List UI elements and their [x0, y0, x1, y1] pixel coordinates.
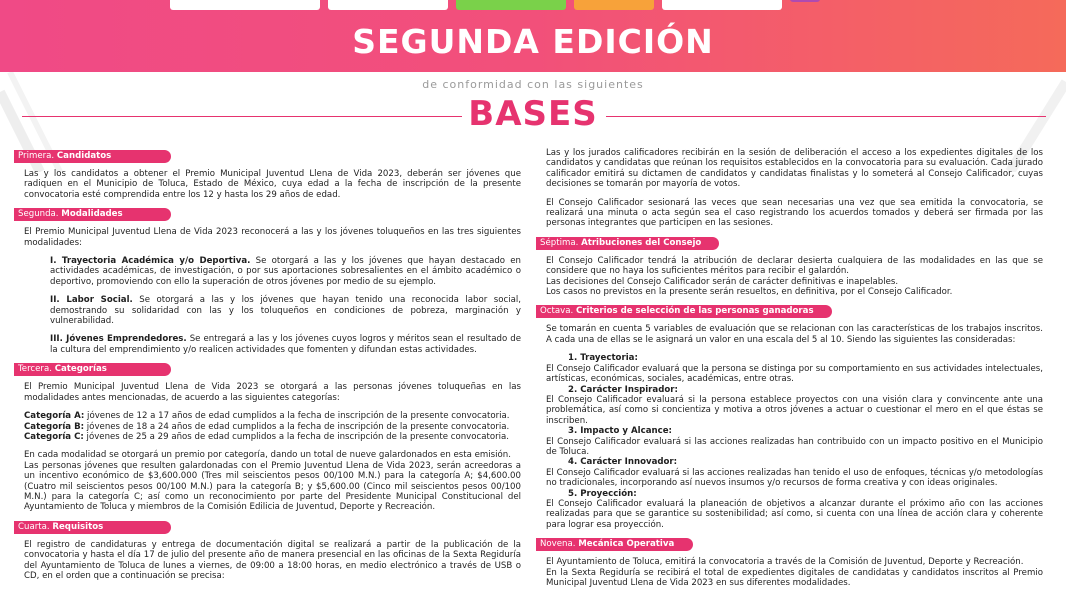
criterio-5-text: El Consejo Calificador evaluará la planeación de objetivos a alcanzar durante el próximo año con las acciones realizadas para que se garantice su sostenibilidad; así como, si cuenta con una línea de acción clara y coherente para lograr esa proyección.: [546, 498, 1043, 530]
section-header-octava: Octava. Criterios de selección de las personas ganadoras: [536, 305, 832, 318]
divider-right: [606, 116, 1046, 117]
right-column: [540, 148, 1043, 596]
jurado-text: Las y los jurados calificadores recibirán en la sesión de deliberación el acceso a los expedientes digitales de los candidatos y candidatas que reúnan los requisitos establecidos en la convocatoria para su evaluación. Cada jurado calificador emitirá su dictamen de candidatos y candidatas finalistas y lo someterá al Consejo Calificador, cuyas decisiones se tomarán por mayoría de votos.: [546, 148, 1043, 190]
modalidad-2: II. Labor Social. Se otorgará a las y los jóvenes que hayan tenido una reconocida labor social, demostrando su solidaridad con las y los toluqueños en condiciones de pobreza, marginación y vulnerabilidad.: [50, 295, 521, 327]
criterio-3-title: 3. Impacto y Alcance:: [568, 426, 672, 437]
septima-line-2: Las decisiones del Consejo Calificador serán de carácter definitivas e inapelables.: [546, 276, 899, 287]
segunda-intro: El Premio Municipal Juventud Llena de Vida 2023 reconocerá a las y los jóvenes toluqueños en las tres siguientes modalidades:: [24, 227, 521, 248]
section-header-cuarta: Cuarta. Requisitos: [14, 521, 171, 534]
categoria-c: Categoría C: jóvenes de 25 a 29 años de edad cumplidos a la fecha de inscripción de la presente convocatoria.: [24, 431, 510, 442]
section-header-primera: Primera. Candidatos: [14, 150, 171, 163]
novena-line-2: En la Sexta Regiduría se recibirá el total de expedientes digitales de candidatas y candidatos inscritos al Premio Municipal Juventud Llena de Vida 2023 en sus diferentes modalidades.: [546, 567, 1043, 588]
event-logo-strip: [170, 0, 910, 10]
primera-text: Las y los candidatos a obtener el Premio Municipal Juventud Llena de Vida 2023, deberán ser jóvenes que radiquen en el Municipio de Toluca, Estado de México, cuya edad a la fecha de inscripción de la presente convocatoria esté comprendida entre los 12 y hasta los 29 años de edad.: [24, 169, 521, 200]
criterio-1-title: 1. Trayectoria:: [568, 353, 638, 364]
tercera-incentivo: Las personas jóvenes que resulten galardonadas con el Premio Juventud Llena de Vida 2023, serán acreedoras a un incentivo económico de $3,600.000 (Tres mil seiscientos pesos 00/100 M.N.) para la categoría A; $4,600.00 (Cuatro mil seiscientos pesos 00/100 M.N.) para la categoría B; y $5,600.00 (Cinco mil seiscientos pesos 00/100 M.N.) para la categoría C; así como un reconocimiento por parte del Presidente Municipal Constitucional del Ayuntamiento de Toluca y miembros de la Comisión Edilicia de Juventud, Deporte y Recreación.: [24, 460, 521, 513]
criterio-1-text: El Consejo Calificador evaluará que la persona se distinga por su comportamiento en sus actividades intelectuales, artísticas, económicas, sociales, académicas, entre otras.: [546, 363, 1043, 385]
consejo-text: El Consejo Calificador sesionará las veces que sean necesarias una vez que sea emitida la convocatoria, se realizará una minuta o acta según sea el caso registrando los acuerdos tomados y deberá ser firmada por las personas integrantes que participen en las sesiones.: [546, 197, 1043, 229]
tercera-premio: En cada modalidad se otorgará un premio por categoría, dando un total de nueve galardonados en esta emisión.: [24, 450, 511, 461]
section-header-segunda: Segunda. Modalidades: [14, 208, 171, 221]
section-header-novena: Novena. Mecánica Operativa: [536, 538, 693, 551]
septima-line-3: Los casos no previstos en la presente serán resueltos, en definitiva, por el Consejo Calificador.: [546, 287, 953, 298]
header-banner: [0, 0, 1066, 72]
criterio-5-title: 5. Proyección:: [568, 488, 637, 499]
subtitle: de conformidad con las siguientes: [422, 78, 644, 91]
criterio-2-text: El Consejo Calificador evaluará si la persona establece proyectos con una visión clara y convincente ante una problemática, así como si concientiza y motiva a otros jóvenes a actuar o cuestionar el mero en el que éstas se inscriben.: [546, 394, 1043, 426]
categoria-b: Categoría B: jóvenes de 18 a 24 años de edad cumplidos a la fecha de inscripción de la presente convocatoria.: [24, 421, 510, 432]
categoria-a: Categoría A: jóvenes de 12 a 17 años de edad cumplidos a la fecha de inscripción de la presente convocatoria.: [24, 411, 510, 422]
bases-title: BASES: [468, 94, 598, 134]
section-header-septima: Séptima. Atribuciones del Consejo: [536, 237, 719, 250]
octava-intro: Se tomarán en cuenta 5 variables de evaluación que se relacionan con las características de los trabajos inscritos. A cada una de ellas se le asignará un valor en una escala del 5 al 10. Siendo las siguientes las consideradas:: [546, 324, 1043, 345]
modalidad-3: III. Jóvenes Emprendedores. Se entregará a las y los jóvenes cuyos logros y méritos sean el resultado de la cultura del emprendimiento y/o realicen actividades que fomenten y difundan estas actividades.: [50, 334, 522, 355]
novena-line-1: El Ayuntamiento de Toluca, emitirá la convocatoria a través de la Comisión de Juventud, Deporte y Recreación.: [546, 557, 1024, 568]
septima-line-1: El Consejo Calificador tendrá la atribución de declarar desierta cualquiera de las modalidades en las que se considere que no haya los suficientes méritos para recibir el galardón.: [546, 255, 1043, 277]
modalidad-1: I. Trayectoria Académica y/o Deportiva. Se otorgará a las y los jóvenes que hayan destacado en actividades académicas, de investigación, o por sus aportaciones sobresalientes en el ámbito académico o deportivo, promoviendo con ello la superación de otros jóvenes por medio de su ejemplo.: [50, 256, 521, 287]
criterio-2-title: 2. Carácter Inspirador:: [568, 384, 678, 395]
criterio-4-text: El Consejo Calificador evaluará si las acciones realizadas han tenido el uso de enfoques, técnicas y/o metodologías no tradicionales, incorporando así nuevos insumos y/o recursos de forma creativa y con ideas originales.: [546, 467, 1043, 489]
edition-title: SEGUNDA EDICIÓN: [352, 22, 714, 61]
criterio-3-text: El Consejo Calificador evaluará si las acciones realizadas han contribuido con un impacto positivo en el Municipio de Toluca.: [546, 436, 1043, 457]
tercera-intro: El Premio Municipal Juventud Llena de Vida 2023 se otorgará a las personas jóvenes toluqueñas en las modalidades antes mencionadas, de acuerdo a las siguientes categorías:: [24, 382, 521, 403]
section-header-tercera: Tercera. Categorías: [14, 363, 171, 376]
cuarta-text: El registro de candidaturas y entrega de documentación digital se realizará a partir de la publicación de la convocatoria y hasta el día 17 de julio del presente año de manera presencial en las oficinas de la Sexta Regiduría del Ayuntamiento de Toluca de lunes a viernes, de 09:00 a 18:00 horas, en medio electrónico a través de USB o CD, en el orden que a continuación se precisa:: [24, 539, 521, 581]
left-column: [18, 150, 522, 589]
criterio-4-title: 4. Carácter Innovador:: [568, 457, 678, 468]
